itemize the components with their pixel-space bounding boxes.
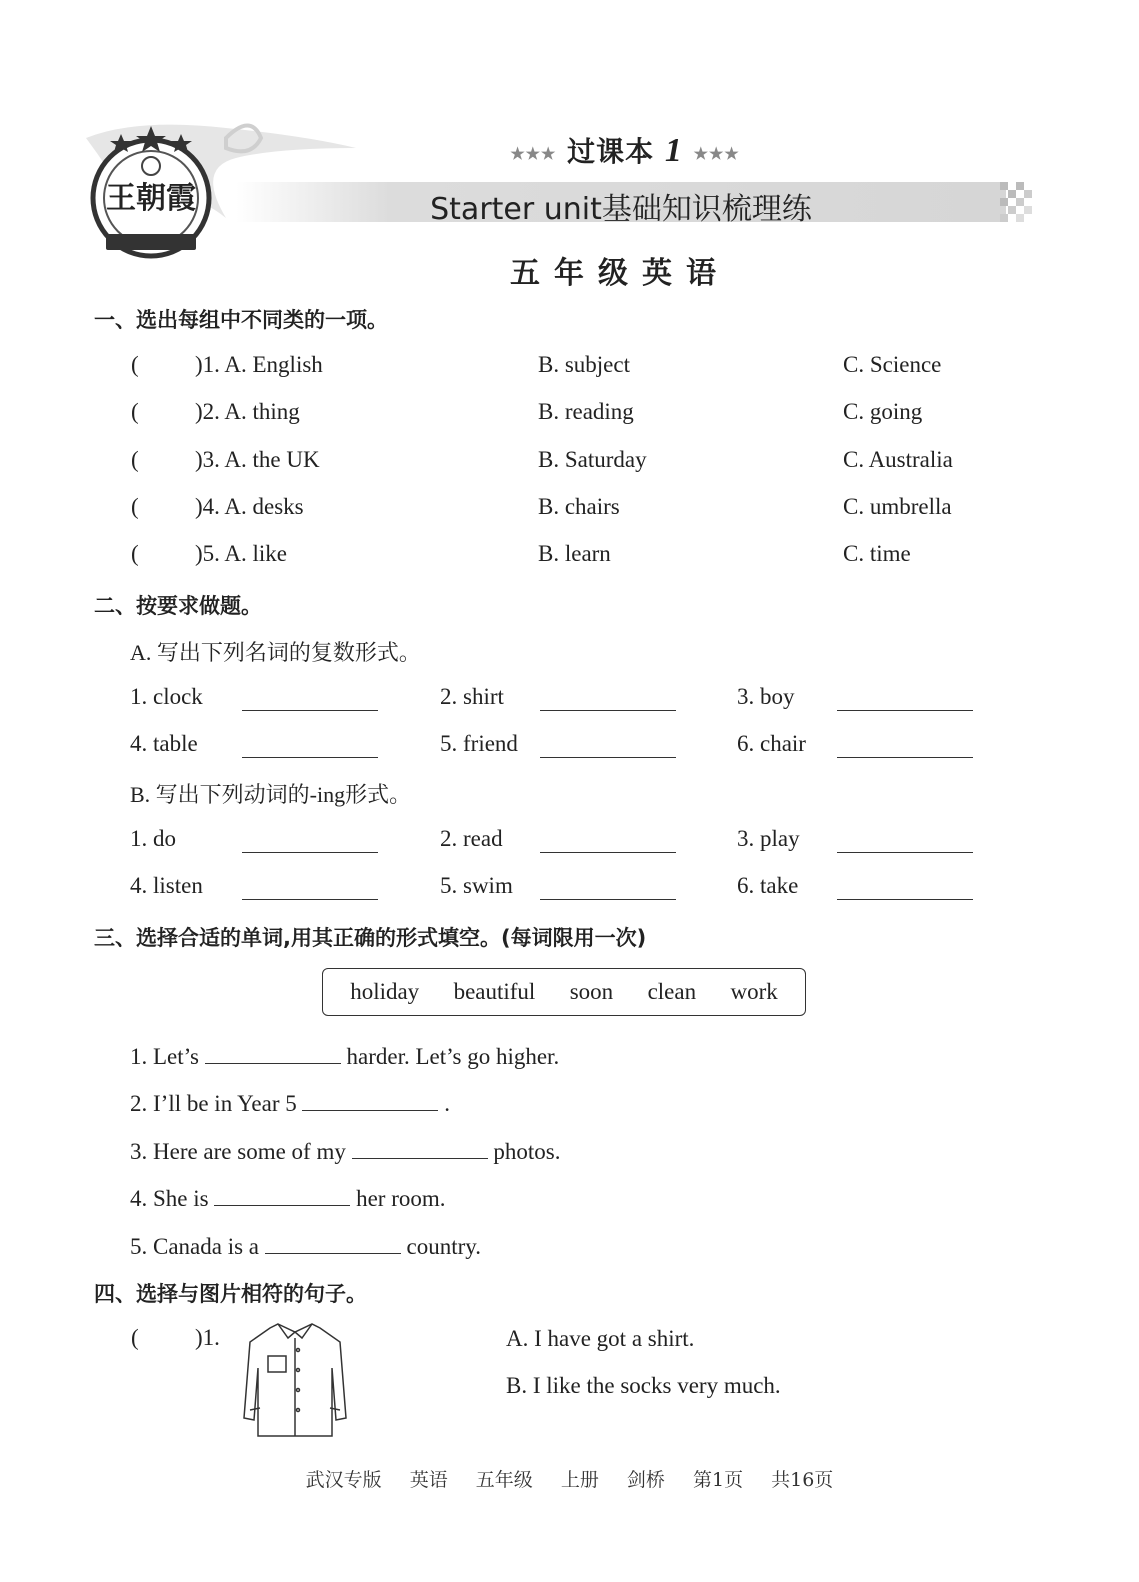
question-row [195,352,323,378]
paren-close: ) [195,494,203,519]
answer-blank[interactable] [837,875,973,900]
option-b: B. Saturday [538,447,647,472]
option-b: B. learn [538,541,611,566]
answer-blank[interactable] [242,686,378,711]
sentence-end: harder. Let’s go higher. [346,1044,560,1069]
option-a: 3. A. the UK [202,447,320,472]
word-bank [322,968,806,1016]
word-item: 4. table [130,731,198,756]
section2-partA-heading: A. 写出下列名词的复数形式。 [130,640,421,665]
option-a: 5. A. like [202,541,288,566]
option-a: 1. A. English [202,352,323,377]
answer-blank[interactable] [205,1041,341,1064]
stars-left: ★★★ [510,144,557,163]
footer-volume: 上册 [560,1469,599,1491]
answer-blank[interactable] [837,828,973,853]
sentence-start: 1. Let’s [130,1044,199,1069]
answer-paren-open: ( [131,1325,139,1350]
page-subtitle: Starter unit基础知识梳理练 [430,192,812,227]
shirt-image [240,1318,350,1442]
paren-close: ) [195,447,203,472]
answer-blank[interactable] [837,686,973,711]
banner-number: 1 [664,132,683,169]
answer-paren-open: ( [131,352,139,377]
section1-heading: 一、选出每组中不同类的一项。 [94,308,388,332]
sentence-end: photos. [493,1139,561,1164]
paren-close: ) [195,1325,203,1350]
answer-blank[interactable] [540,828,676,853]
answer-blank[interactable] [302,1088,438,1111]
fill-sentence [130,1136,560,1165]
section4-heading: 四、选择与图片相符的句子。 [94,1282,367,1306]
answer-paren-open: ( [131,541,139,566]
word-bank-item: work [730,979,778,1004]
answer-paren-close [195,1325,220,1351]
question-row [195,399,300,425]
option-a: A. I have got a shirt. [506,1326,695,1351]
answer-blank[interactable] [242,828,378,853]
word-item: 6. take [737,873,799,898]
grade-title: 五年级英语 [510,256,730,291]
option-c: C. going [843,399,923,424]
word-bank-item: beautiful [453,979,536,1004]
answer-paren-open: ( [131,447,139,472]
stars-right: ★★★ [693,144,740,163]
question-row [195,494,304,520]
option-b: B. subject [538,352,630,377]
footer-grade: 五年级 [475,1469,533,1491]
word-item: 5. swim [440,873,513,898]
paren-close: ) [195,352,203,377]
banner-title [500,130,750,170]
question-row [195,447,320,473]
option-c: C. Australia [843,447,953,472]
word-item: 1. do [130,826,176,851]
word-item: 2. shirt [440,684,504,709]
section2-heading: 二、按要求做题。 [94,594,262,618]
option-c: C. Science [843,352,942,377]
word-item: 4. listen [130,873,203,898]
footer-page: 第1页 [692,1469,744,1491]
option-c: C. umbrella [843,494,952,519]
fill-sentence [130,1231,481,1260]
answer-blank[interactable] [265,1231,401,1254]
fill-sentence [130,1088,450,1117]
section2-partB-heading: B. 写出下列动词的-ing形式。 [130,782,412,807]
fill-sentence [130,1183,446,1212]
word-bank-item: holiday [350,979,420,1004]
sentence-end: country. [406,1234,482,1259]
answer-blank[interactable] [540,733,676,758]
word-item: 3. play [737,826,800,851]
logo-text: 王朝霞 [106,181,196,216]
answer-blank[interactable] [242,733,378,758]
option-b: B. reading [538,399,634,424]
option-c: C. time [843,541,911,566]
word-item: 5. friend [440,731,518,756]
paren-close: ) [195,399,203,424]
question-row [195,541,287,567]
footer-subject: 英语 [409,1469,448,1491]
banner-title-text: 过课本 [567,135,655,168]
sentence-start: 5. Canada is a [130,1234,260,1259]
answer-blank[interactable] [214,1183,350,1206]
footer-publisher: 剑桥 [626,1469,665,1491]
answer-blank[interactable] [242,875,378,900]
word-item: 1. clock [130,684,203,709]
sentence-end: . [444,1091,450,1116]
option-b: B. chairs [538,494,620,519]
sentence-start: 4. She is [130,1186,209,1211]
word-bank-item: soon [569,979,614,1004]
item-number: 1. [202,1325,220,1350]
page-footer [0,1465,1139,1492]
answer-paren-open: ( [131,494,139,519]
paren-close: ) [195,541,203,566]
answer-blank[interactable] [837,733,973,758]
option-a: 2. A. thing [202,399,300,424]
footer-edition: 武汉专版 [305,1469,382,1491]
sentence-start: 3. Here are some of my [130,1139,346,1164]
sentence-start: 2. I’ll be in Year 5 [130,1091,297,1116]
answer-blank[interactable] [540,686,676,711]
answer-blank[interactable] [540,875,676,900]
word-item: 2. read [440,826,503,851]
word-bank-item: clean [647,979,697,1004]
answer-paren-open: ( [131,399,139,424]
sentence-end: her room. [356,1186,446,1211]
answer-blank[interactable] [352,1136,488,1159]
option-a: 4. A. desks [202,494,304,519]
footer-total: 共16页 [771,1469,834,1491]
section3-heading: 三、选择合适的单词,用其正确的形式填空。(每词限用一次) [94,926,647,950]
option-b: B. I like the socks very much. [506,1373,781,1398]
word-item: 3. boy [737,684,795,709]
word-item: 6. chair [737,731,806,756]
fill-sentence [130,1041,559,1070]
